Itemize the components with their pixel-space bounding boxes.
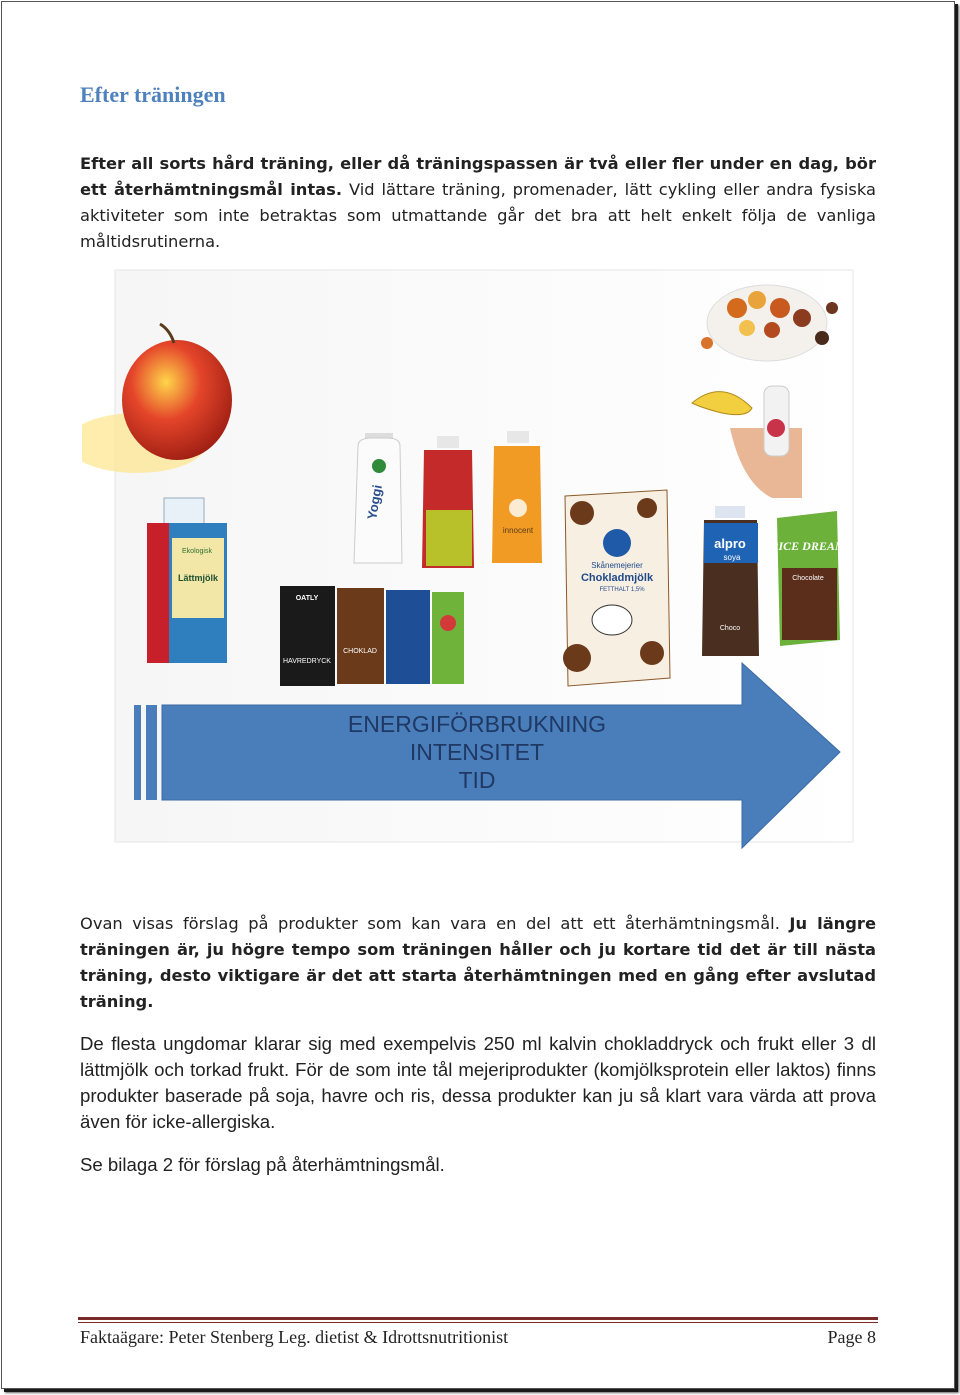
arrow-text-energy: ENERGIFÖRBRUKNING: [347, 711, 607, 737]
innocent-juice-bottle: [492, 431, 542, 563]
page-number: Page 8: [827, 1327, 876, 1347]
chocolate-label: Chocolate: [792, 575, 824, 582]
youth-paragraph: De flesta ungdomar klarar sig med exempelvis 250 ml kalvin chokladdryck och frukt eller 3 dl lättmjölk och torkad frukt. För de som inte tål mejeriprodukter (komjölksprotein eller laktos) finns produkter baserade på soja, havre och ris, dessa produkter kan ju så klart vara värda att prova även för icke-allergiska.: [80, 1033, 876, 1132]
alpro-soya-bottle: [702, 506, 759, 656]
intro-paragraph: [80, 151, 876, 255]
appendix-reference: Se bilaga 2 för förslag på återhämtningsmål.: [80, 1154, 445, 1175]
strawberry-smoothie-bottle: [422, 436, 474, 568]
footer-rule-thick: [78, 1317, 878, 1320]
footer-author: Faktaägare: Peter Stenberg Leg. dietist & Idrottsnutritionist: [80, 1327, 509, 1347]
choco-label: Choco: [719, 625, 741, 632]
skanemejerier-label: Skånemejerier: [591, 561, 643, 570]
intro-normal-text: Vid lättare träning, promenader, lätt cykling eller andra fysiska aktiviteter som inte betraktas som utmattande går det bra att helt enkelt följa de vanliga måltidsrutinerna.: [80, 180, 876, 251]
havredryck-label: HAVREDRYCK: [283, 658, 331, 665]
chokladmjolk-label: Chokladmjölk: [580, 572, 654, 584]
rice-dream-label: RICE DREAM: [770, 539, 846, 553]
footer-rule-thin: [78, 1322, 878, 1323]
choklad-label: CHOKLAD: [343, 648, 377, 655]
products-paragraph: [80, 911, 876, 1015]
products-bold-text: Ju längre träningen är, ju högre tempo som träningen håller och ju kortare tid det är till nästa träning, desto viktigare är det att starta återhämtningen med en gång efter avslutad träning.: [80, 914, 876, 1011]
fetthalt-label: FETTHALT 1,5%: [599, 587, 645, 593]
products-normal-text: Ovan visas förslag på produkter som kan vara en del att ett återhämtningsmål.: [80, 914, 790, 933]
arrow-text-intensity: INTENSITET: [409, 739, 545, 765]
alpro-label: alpro: [714, 536, 746, 551]
oatly-label: OATLY: [295, 595, 319, 602]
yoggi-bottle: [354, 433, 402, 563]
soya-label: soya: [723, 553, 741, 562]
yoggi-label: Yoggi: [364, 483, 386, 521]
rice-dream-carton: [769, 511, 845, 646]
section-heading: Efter träningen: [80, 82, 226, 107]
lattmjolk-label: Lättmjölk: [177, 573, 219, 583]
arrow-text-time: TID: [458, 767, 496, 793]
chokladmjolk-carton: [563, 490, 670, 686]
ekologisk-label: Ekologisk: [182, 548, 212, 555]
innocent-label: innocent: [502, 526, 534, 535]
oatly-cartons: [280, 586, 464, 686]
intro-bold-text: Efter all sorts hård träning, eller då träningspassen är två eller fler under en dag, bör ett återhämtningsmål intas.: [80, 154, 876, 199]
recovery-products-figure: [82, 268, 882, 853]
